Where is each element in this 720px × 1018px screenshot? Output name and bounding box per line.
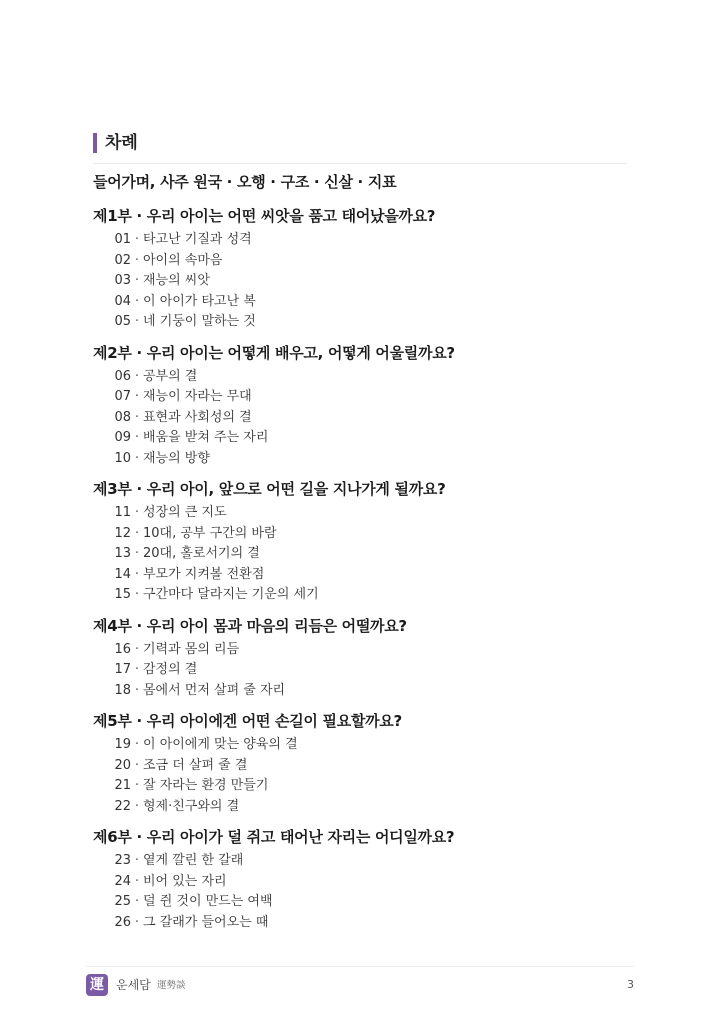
chapter-number: 11 (114, 505, 131, 520)
chapter-entry (107, 892, 627, 913)
chapter-separator: · (134, 389, 140, 404)
chapter-entry (107, 565, 627, 586)
chapter-title: 비어 있는 자리 (143, 873, 227, 889)
chapter-title: 재능이 자라는 무대 (143, 389, 252, 404)
toc-parts (93, 204, 627, 933)
chapter-separator: · (134, 662, 140, 677)
chapter-title: 부모가 지켜볼 전환점 (143, 566, 265, 582)
chapter-entry (107, 851, 627, 872)
page-number: 3 (627, 978, 634, 991)
chapter-entry (107, 660, 627, 681)
footer-brand-hanja: 運勢談 (157, 980, 186, 991)
chapter-separator: · (134, 798, 140, 814)
chapter-entry (107, 640, 627, 661)
chapter-entry (107, 585, 627, 606)
chapter-title: 성장의 큰 지도 (143, 505, 227, 520)
chapter-list (107, 735, 627, 817)
chapter-title: 덜 쥔 것이 만드는 여백 (143, 894, 273, 909)
chapter-separator: · (134, 505, 140, 520)
chapter-entry (107, 524, 627, 545)
chapter-number: 12 (114, 525, 131, 541)
chapter-title: 배움을 받쳐 주는 자리 (143, 430, 269, 445)
chapter-number: 21 (114, 778, 131, 793)
chapter-entry (107, 681, 627, 702)
chapter-separator: · (134, 641, 140, 657)
chapter-number: 02 (114, 252, 131, 268)
chapter-entry (107, 387, 627, 408)
chapter-number: 16 (114, 641, 131, 657)
chapter-separator: · (134, 273, 140, 288)
part-title: 제5부 · 우리 아이에겐 어떤 손길이 필요할까요? (93, 712, 402, 730)
chapter-number: 22 (114, 798, 131, 814)
chapter-number: 08 (114, 409, 131, 425)
chapter-title: 이 아이가 타고난 복 (143, 293, 256, 309)
chapter-separator: · (134, 546, 140, 561)
toc-part (93, 477, 627, 606)
chapter-separator: · (134, 737, 140, 752)
chapter-number: 04 (114, 293, 131, 309)
toc-part (93, 204, 627, 333)
chapter-number: 10 (114, 450, 131, 466)
chapter-separator: · (134, 450, 140, 466)
chapter-number: 24 (114, 873, 131, 889)
chapter-number: 03 (114, 273, 131, 288)
chapter-number: 07 (114, 389, 131, 404)
chapter-separator: · (134, 368, 140, 384)
toc-title: 차례 (105, 133, 138, 153)
chapter-title: 옅게 깔린 한 갈래 (143, 853, 244, 868)
chapter-number: 19 (114, 737, 131, 752)
chapter-entry (107, 271, 627, 292)
chapter-title: 기력과 몸의 리듬 (143, 641, 240, 657)
chapter-number: 23 (114, 853, 131, 868)
chapter-separator: · (134, 430, 140, 445)
chapter-separator: · (134, 914, 140, 930)
chapter-separator: · (134, 778, 140, 793)
chapter-number: 20 (114, 757, 131, 773)
chapter-separator: · (134, 894, 140, 909)
chapter-entry (107, 367, 627, 388)
chapter-title: 잘 자라는 환경 만들기 (143, 778, 269, 793)
footer-divider (86, 966, 634, 967)
chapter-title: 재능의 씨앗 (143, 273, 210, 288)
chapter-entry (107, 312, 627, 333)
table-of-contents (93, 170, 627, 933)
chapter-list (107, 367, 627, 470)
chapter-title: 형제·친구와의 결 (143, 798, 240, 814)
chapter-title: 구간마다 달라지는 기운의 세기 (143, 587, 319, 602)
chapter-entry (107, 230, 627, 251)
chapter-entry (107, 756, 627, 777)
chapter-list (107, 230, 627, 333)
chapter-separator: · (134, 293, 140, 309)
toc-part (93, 709, 627, 817)
toc-part (93, 614, 627, 702)
chapter-title: 감정의 결 (143, 662, 198, 677)
chapter-title: 네 기둥이 말하는 것 (143, 314, 256, 329)
chapter-separator: · (134, 525, 140, 541)
chapter-entry (107, 449, 627, 470)
chapter-title: 재능의 방향 (143, 450, 210, 466)
chapter-list (107, 851, 627, 933)
chapter-number: 09 (114, 430, 131, 445)
chapter-entry (107, 503, 627, 524)
part-title: 제1부 · 우리 아이는 어떤 씨앗을 품고 태어났을까요? (93, 207, 436, 225)
chapter-title: 조금 더 살펴 줄 결 (143, 757, 248, 773)
chapter-entry (107, 251, 627, 272)
chapter-entry (107, 735, 627, 756)
chapter-entry (107, 913, 627, 934)
footer-brand-name: 운세담 (116, 978, 151, 992)
part-title: 제4부 · 우리 아이 몸과 마음의 리듬은 어떨까요? (93, 616, 407, 635)
chapter-number: 14 (114, 566, 131, 582)
chapter-entry (107, 408, 627, 429)
chapter-title: 공부의 결 (143, 368, 198, 384)
chapter-list (107, 640, 627, 702)
chapter-number: 17 (114, 662, 131, 677)
chapter-list (107, 503, 627, 606)
chapter-title: 타고난 기질과 성격 (143, 232, 252, 247)
chapter-entry (107, 292, 627, 313)
chapter-title: 표현과 사회성의 결 (143, 409, 252, 425)
chapter-separator: · (134, 252, 140, 268)
brand-logo-icon: 運 (86, 974, 108, 996)
chapter-separator: · (134, 566, 140, 582)
chapter-separator: · (134, 587, 140, 602)
toc-title-accent-bar (93, 133, 97, 153)
chapter-title: 10대, 공부 구간의 바람 (143, 525, 277, 541)
toc-part (93, 341, 627, 470)
chapter-separator: · (134, 682, 140, 698)
chapter-number: 05 (114, 314, 131, 329)
toc-part (93, 825, 627, 933)
chapter-number: 06 (114, 368, 131, 384)
part-title: 제6부 · 우리 아이가 덜 쥐고 태어난 자리는 어디일까요? (93, 828, 455, 846)
chapter-number: 25 (114, 894, 131, 909)
chapter-separator: · (134, 873, 140, 889)
chapter-number: 15 (114, 587, 131, 602)
part-title: 제3부 · 우리 아이, 앞으로 어떤 길을 지나가게 될까요? (93, 480, 446, 498)
chapter-title: 이 아이에게 맞는 양육의 결 (143, 737, 298, 752)
chapter-entry (107, 544, 627, 565)
chapter-title: 몸에서 먼저 살펴 줄 자리 (143, 682, 286, 698)
part-title: 제2부 · 우리 아이는 어떻게 배우고, 어떻게 어울릴까요? (93, 343, 455, 362)
chapter-separator: · (134, 314, 140, 329)
chapter-number: 13 (114, 546, 131, 561)
chapter-title: 아이의 속마음 (143, 252, 223, 268)
chapter-entry (107, 776, 627, 797)
chapter-title: 20대, 홀로서기의 결 (143, 546, 260, 561)
chapter-entry (107, 797, 627, 818)
chapter-number: 01 (114, 232, 131, 247)
chapter-separator: · (134, 853, 140, 868)
toc-header (93, 130, 627, 164)
chapter-title: 그 갈래가 들어오는 때 (143, 914, 269, 930)
chapter-number: 26 (114, 914, 131, 930)
chapter-number: 18 (114, 682, 131, 698)
toc-intro-heading: 들어가며, 사주 원국 · 오행 · 구조 · 신살 · 지표 (93, 173, 397, 191)
chapter-separator: · (134, 232, 140, 247)
chapter-entry (107, 872, 627, 893)
chapter-separator: · (134, 409, 140, 425)
chapter-entry (107, 428, 627, 449)
chapter-separator: · (134, 757, 140, 773)
